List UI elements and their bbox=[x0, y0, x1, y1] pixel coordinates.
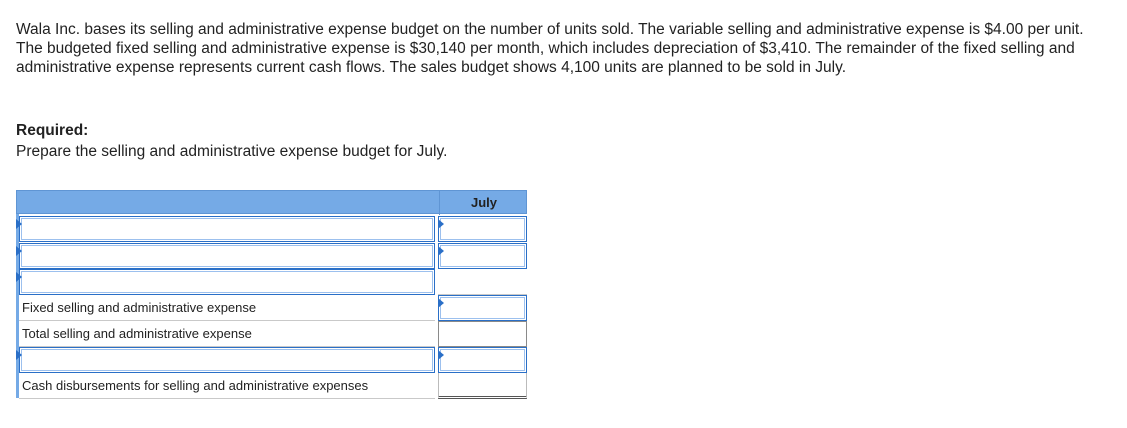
row-value-input-total-expense[interactable] bbox=[438, 321, 527, 347]
dropdown-arrow-icon bbox=[16, 219, 22, 229]
required-instruction: Prepare the selling and administrative expense budget for July. bbox=[16, 143, 448, 160]
dropdown-arrow-icon bbox=[438, 350, 444, 360]
table-row bbox=[16, 295, 527, 321]
problem-statement: Wala Inc. bases its selling and administrative expense budget on the number of units sold. The variable selling and administrative expense is $4.00 per unit. The budgeted fixed selling and administrative expense is $30,140 per month, which includes depreciation of $3,410. The remainder of the fixed selling and administrative expense represents current cash flows. The sales budget shows 4,100 units are planned to be sold in July. bbox=[16, 21, 1084, 76]
table-row bbox=[16, 347, 527, 373]
row-value-input-2[interactable] bbox=[438, 243, 527, 269]
required-heading: Required: bbox=[16, 122, 89, 139]
row-label-dropdown-3[interactable] bbox=[19, 269, 435, 295]
table-row bbox=[16, 373, 527, 399]
dropdown-arrow-icon bbox=[438, 298, 444, 308]
row-label-cash-disbursements: Cash disbursements for selling and administrative expenses bbox=[19, 373, 435, 399]
row-value-cell-3 bbox=[438, 269, 527, 295]
budget-table bbox=[16, 190, 527, 400]
table-row bbox=[16, 321, 527, 347]
table-row bbox=[16, 269, 527, 295]
table-row bbox=[16, 216, 527, 242]
row-label-dropdown-6[interactable] bbox=[19, 347, 435, 373]
row-label-dropdown-1[interactable] bbox=[19, 216, 435, 242]
row-label-total-expense: Total selling and administrative expense bbox=[19, 321, 435, 347]
column-header-july: July bbox=[439, 191, 528, 215]
row-label-dropdown-2[interactable] bbox=[19, 243, 435, 269]
row-value-input-6[interactable] bbox=[438, 347, 527, 373]
dropdown-arrow-icon bbox=[438, 219, 444, 229]
row-value-input-cash-disbursements[interactable] bbox=[438, 373, 527, 399]
dropdown-arrow-icon bbox=[16, 350, 22, 360]
dropdown-arrow-icon bbox=[16, 272, 22, 282]
dropdown-arrow-icon bbox=[16, 246, 22, 256]
dropdown-arrow-icon bbox=[438, 246, 444, 256]
row-value-input-fixed-expense[interactable] bbox=[438, 295, 527, 321]
row-label-fixed-expense: Fixed selling and administrative expense bbox=[19, 295, 435, 321]
table-header bbox=[16, 190, 527, 214]
row-value-input-1[interactable] bbox=[438, 216, 527, 242]
table-row bbox=[16, 243, 527, 269]
